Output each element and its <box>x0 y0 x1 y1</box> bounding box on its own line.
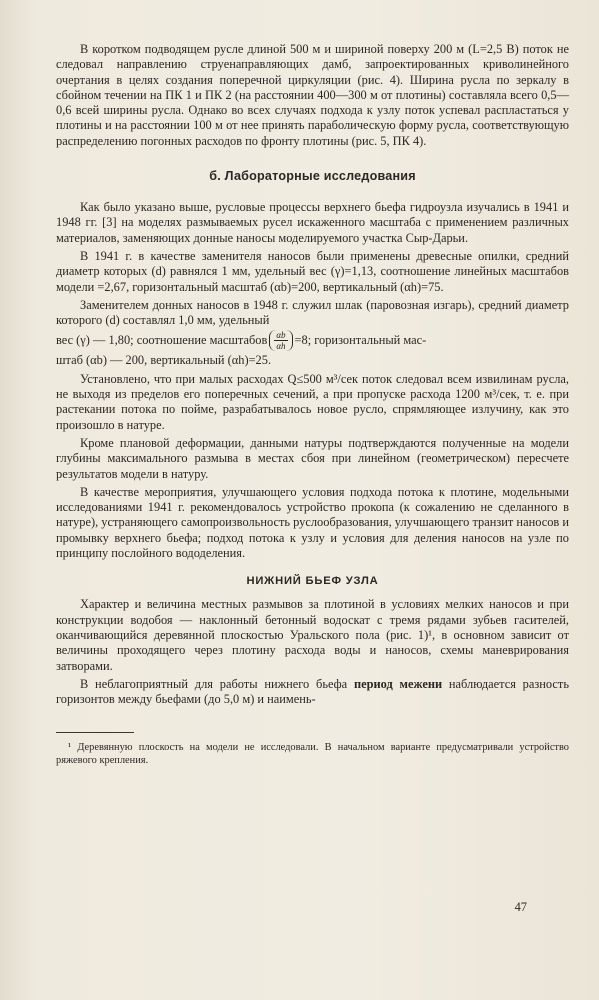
lab-paragraph-2: В 1941 г. в качестве заменителя наносов были применены древесные опилки, средний диаметр которых (d) равнялся 1 мм, удельный вес (γ)=1,13, соотношение линейных масштабов модели =2,67, горизонтальный масштаб (αb)=200, вертикальный (αh)=75. <box>56 248 569 294</box>
lower-paragraph-2-emphasis: период межени <box>353 676 443 691</box>
page-number: 47 <box>514 900 527 914</box>
fraction-denominator: αh <box>276 341 286 352</box>
fraction-numerator: αb <box>276 330 286 341</box>
scale-ratio-prefix: вес (γ) — 1,80; соотношение масштабов <box>56 333 268 348</box>
scale-ratio-fraction <box>269 330 292 351</box>
lower-section-heading: НИЖНИЙ БЬЕФ УЗЛА <box>246 575 379 588</box>
scale-ratio-line <box>56 330 569 351</box>
lower-paragraph-2 <box>56 677 569 708</box>
footnote: ¹ Деревянную плоскость на модели не исследовали. В начальном варианте предусматривали устройство ряжевого крепления. <box>56 742 569 767</box>
lab-paragraph-3: Заменителем донных наносов в 1948 г. служил шлак (паровозная изгарь), средний диаметр которого (d) составлял 1,0 мм, удельный <box>56 297 569 328</box>
scale-ratio-suffix: =8; горизонтальный мас- <box>294 333 427 348</box>
lab-paragraph-1: Как было указано выше, русловые процессы верхнего бьефа гидроузла изучались в 1941 и 1948 гг. [3] на моделях размываемых русел искаженного масштаба с применением различных материалов, заменяющих донные наносы моделируемого участка Сыр-Дарьи. <box>56 200 569 245</box>
lower-paragraph-2-end: наблюдается разность горизонтов между бьефами (до 5,0 м) и наимень- <box>56 676 569 707</box>
lower-paragraph-2-start: В неблагоприятный для работы нижнего бьефа <box>80 676 354 691</box>
lab-paragraph-6: В качестве мероприятия, улучшающего условия подхода потока к плотине, модельными исследованиями 1941 г. рекомендовалось устройство прокопа (к сожалению не сделанного в натуре), устраняющего самопроизвольность руслообразования, улучшающего транзит наносов и промывку верхнего бьефа; подход потока к узлу и условия для деления наносов на узле по принципу послойного вододеления. <box>56 484 569 561</box>
lab-section-heading: б. Лабораторные исследования <box>209 169 416 184</box>
lab-paragraph-4: Установлено, что при малых расходах Q≤500 м³/сек поток следовал всем извилинам русла, не выходя из пределов его поперечных сечений, а при пропуске расхода 1200 м³/сек, т. е. при растекании потока по пойме, разрабатывалось новое русло, спрямляющее излучину, как это произошло в натуре. <box>56 371 569 432</box>
intro-paragraph: В коротком подводящем русле длиной 500 м и шириной поверху 200 м (L=2,5 B) поток не следовал направлению струенаправляющих дамб, запроектированных криволинейного очертания в целях создания поперечной циркуляции (рис. 4). Ширина русла по зеркалу в сбойном течении на ПК 1 и ПК 2 (на расстоянии 400—300 м от плотины) составляла всего 0,5—0,6 всей ширины русла. Однако во всех случаях подхода к узлу поток успевал распластаться у плотины и на расстоянии 100 м от нее принять параболическую форму русла, соответствующую распределению погонных расходов по фронту плотины (рис. 5, ПК 4). <box>56 42 569 148</box>
lower-paragraph-1: Характер и величина местных размывов за плотиной в условиях мелких наносов и при конструкции водобоя — наклонный бетонный водоскат с тремя рядами зубьев гасителей, оканчивающийся деревянной плоскостью Уральского пола (рис. 1)¹, в основном зависит от величины проходящего через плотину расхода воды и наносов, схемы маневрирования затворами. <box>56 597 569 673</box>
lab-paragraph-5: Кроме плановой деформации, данными натуры подтверждаются полученные на модели глубины максимального размыва в местах сбоя при линейном (геометрическом) пересчете результатов модели в натуру. <box>56 435 569 481</box>
footnote-divider <box>56 732 134 733</box>
lab-paragraph-3-end: штаб (αb) — 200, вертикальный (αh)=25. <box>56 353 272 368</box>
